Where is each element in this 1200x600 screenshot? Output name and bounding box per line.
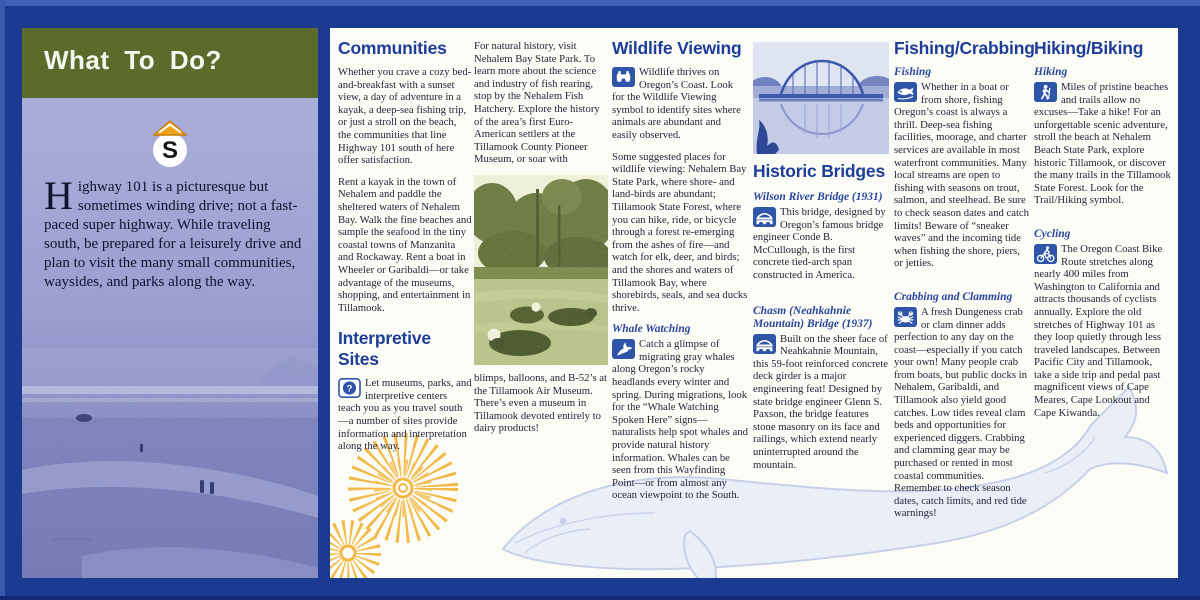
logo-triangle-icon xyxy=(154,121,186,135)
fishing-subheading: Fishing xyxy=(894,66,932,78)
column-fishing-crabbing xyxy=(894,28,1035,578)
wilson-river-bridge-para: This bridge, designed by Oregon’s famous bridge engineer Conde B. McCullough, is the first concrete tied-arch span constructed in America. xyxy=(753,206,886,281)
interpretive-sites-para: Let museums, parks, and interpretive centers teach you as you travel south—a number of sites provide information and interpretation along the way. xyxy=(338,377,472,453)
communities-para-2: Rent a kayak in the town of Nehalem and paddle the sheltered waters of Nehalem Bay. Walk the fine beaches and sample the seafood in the tiny coastal towns of Manzanita and Rockaway. Rent a boat in Wheeler or Garibaldi—or take advantage of the museums, shopping, and entertainment in Tillamook. xyxy=(338,175,472,314)
column-historic-bridges xyxy=(753,28,889,578)
wayfinding-logo-wrap xyxy=(22,116,318,177)
panel-title: What To Do? xyxy=(44,45,222,75)
hiking-subheading: Hiking xyxy=(1034,66,1068,78)
column-natural-history xyxy=(474,28,608,578)
crabbing-clamming-para: A fresh Dungeness crab or clam dinner adds perfection to any day on the coast—especially if you catch your own! Many people crab from boats, but public docks in Nehalem, Garibaldi, and Tillamook also yield good catches. Low tides reveal clam beds and opportunities for experienced diggers. Crabbing and clamming gear may be purchased or rented in most coastal communities. Remember to check season dates, catch limits, and red tide warnings! xyxy=(894,305,1027,520)
cows-pasture-photo xyxy=(474,175,608,365)
cycling-para: The Oregon Coast Bike Route stretches along nearly 400 miles from Washington to California and attracts thousands of cyclists annually. Explore the old stretches of Highway 101 as they loop quietly through less traveled landscapes. Between Pacific City and Tillamook, take a side trip and pedal past magnificent views of Cape Meares, Cape Lookout and Cape Kiwanda. xyxy=(1034,242,1163,419)
communities-heading: Communities xyxy=(338,38,447,58)
chasm-bridge-para: Built on the sheer face of Neahkahnie Mountain, this 59-foot reinforced concrete deck girder is a major engineering feat! Designed by state bridge engineer Glenn S. Paxson, the bridge features stone masonry on its face and railings, which extend nearly uninterrupted around the mountain. xyxy=(753,332,889,471)
communities-para-1: Whether you crave a cozy bed-and-breakfast with a sunset view, a day of adventure in a kayak, a deep-sea fishing trip, or just a stroll on the beach, the communities that line Highway 101 south of here offer satisfaction. xyxy=(338,66,472,167)
natural-history-para-bottom: blimps, balloons, and B-52’s at the Tillamook Air Museum. There’s even a museum in Tillamook devoted entirely to dairy products! xyxy=(474,371,607,435)
intro-text: ighway 101 is a picturesque but sometimes winding drive; not a fast-paced super highway. While traveling south, be prepared for a leisurely drive and plan to visit the many small communities, waysides, and parks along the way. xyxy=(44,179,302,290)
whale-watching-subheading: Whale Watching xyxy=(612,323,691,336)
intro-dropcap: H xyxy=(44,173,73,218)
fishing-crabbing-heading: Fishing/Crabbing xyxy=(894,38,1035,58)
hiking-para: Miles of pristine beaches and trails allow no excuses—Take a hike! For an unforgettable scenic adventure, stroll the beach at Nehalem Beach State Park, explore historic Tillamook, or discover the many trails in the Tillamook State Forest. Look for the Trail/Hiking symbol. xyxy=(1034,81,1171,207)
hiker-icon xyxy=(1034,82,1057,102)
column-wildlife-viewing xyxy=(612,28,748,578)
cycling-subheading: Cycling xyxy=(1034,227,1071,240)
panel-header xyxy=(22,28,318,98)
historic-bridges-heading: Historic Bridges xyxy=(753,161,885,181)
bicycle-icon xyxy=(1034,244,1057,264)
wildlife-para-1: Wildlife thrives on Oregon’s Coast. Look for the Wildlife Viewing symbol to identify sites where animals are abundant and easily observed. xyxy=(612,66,741,141)
hiking-biking-heading: Hiking/Biking xyxy=(1034,38,1144,58)
crab-icon xyxy=(894,307,917,327)
frame-bottom-shadow xyxy=(0,596,1200,600)
logo-letter: S xyxy=(161,137,179,164)
bridge-icon xyxy=(753,207,776,227)
wayfinding-south-logo xyxy=(144,116,196,172)
question-icon xyxy=(338,378,361,398)
column-communities xyxy=(338,28,472,578)
bridge-icon xyxy=(753,334,776,354)
binoculars-icon xyxy=(612,67,635,87)
frame-top-highlight xyxy=(0,0,1200,6)
whale-tail-icon xyxy=(612,339,635,359)
panel-intro xyxy=(44,173,302,292)
fishing-para: Whether in a boat or from shore, fishing Oregon’s coast is always a thrill. Deep-sea fishing facilities, moorage, and charter services are available in most waterfront communities. Many local streams are open to fishing with seasons on trout, salmon, and steelhead. Be sure to check season dates and catch limits! Beware of “sneaker waves” and the incoming tide when fishing the shore, piers, or jetties. xyxy=(894,81,1030,270)
chasm-bridge-subheading: Chasm (Neahkahnie Mountain) Bridge (1937) xyxy=(753,304,873,330)
svg-text:?: ? xyxy=(346,383,353,395)
whale-watching-para: Catch a glimpse of migrating gray whales along Oregon’s rocky headlands every winter and spring. During migrations, look for the “Whale Watching Spoken Here” signs—naturalists help spot whales and provide natural history information. Whales can be seen from this Wayfinding Point—or from almost any ocean viewpoint to the South. xyxy=(612,338,748,502)
wildlife-viewing-heading: Wildlife Viewing xyxy=(612,38,742,58)
wildlife-para-2: Some suggested places for wildlife viewing: Nehalem Bay State Park, where shore- and land-birds are abundant; Tillamook State Forest, where you can hike, ride, or bicycle through a forest re-emerging from the ashes of fire—and watch for elk, deer, and birds; and the shores and waters of Tillamook Bay, where shorebirds, seals, and sea ducks thrive. xyxy=(612,150,748,314)
left-panel xyxy=(22,28,318,578)
interpretive-sites-heading: Interpretive Sites xyxy=(338,328,431,370)
fish-icon xyxy=(894,82,917,102)
column-hiking-biking xyxy=(1034,28,1172,578)
content-area xyxy=(330,28,1178,578)
crabbing-clamming-subheading: Crabbing and Clamming xyxy=(894,290,1013,303)
natural-history-para-top: For natural history, visit Nehalem Bay State Park. To learn more about the science and industry of fish rearing, stop by the Nehalem Fish Hatchery. Explore the history of the area’s first Euro-American settlers at the Tillamook County Pioneer Museum, or soar with xyxy=(474,40,600,166)
wilson-river-bridge-subheading: Wilson River Bridge (1931) xyxy=(753,191,883,203)
bridge-photo xyxy=(753,42,889,154)
frame-left-highlight xyxy=(0,0,5,600)
